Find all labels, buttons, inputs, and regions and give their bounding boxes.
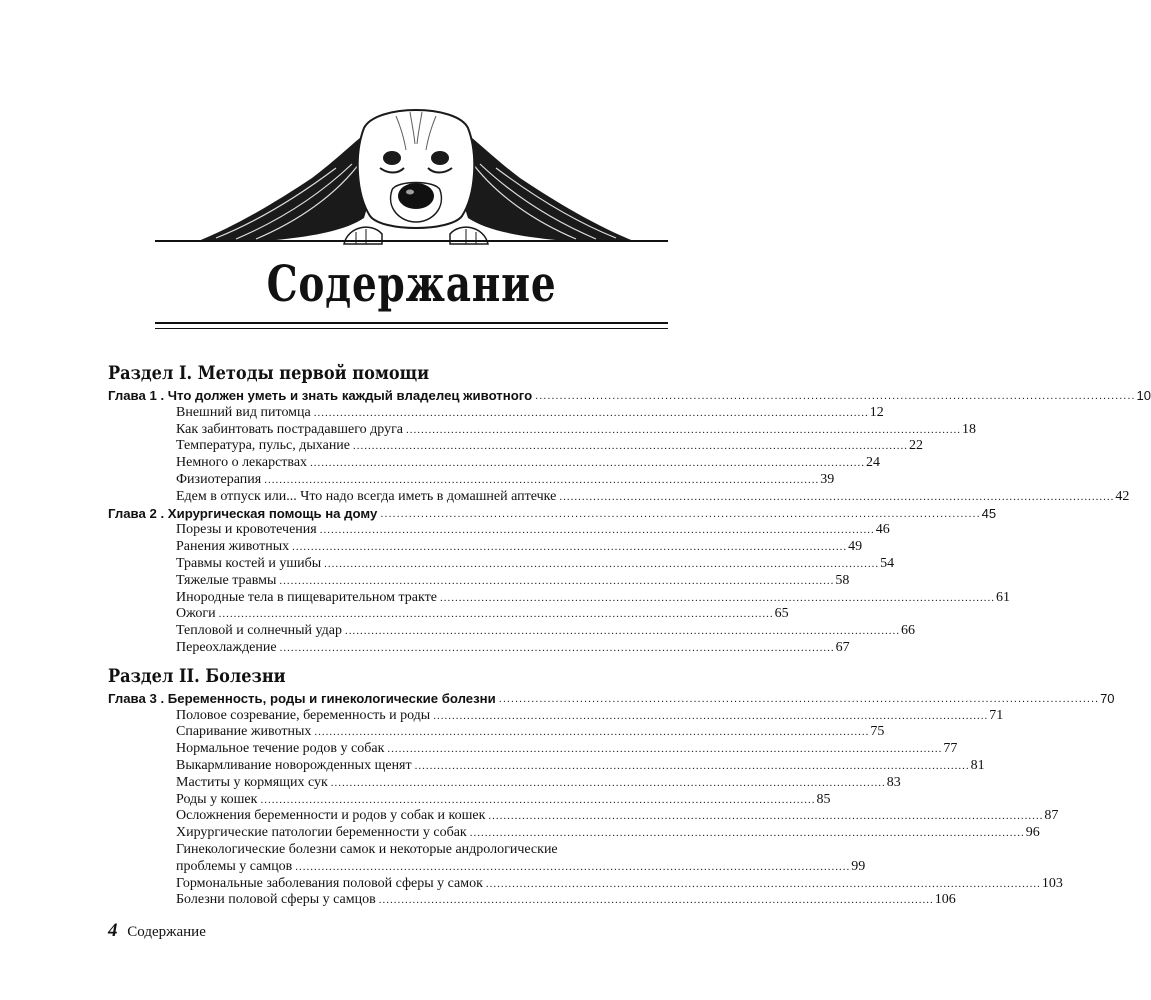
entry-title: Тепловой и солнечный удар: [176, 623, 342, 639]
entry-title: Спаривание животных: [176, 724, 312, 740]
toc-entry[interactable]: [108, 488, 1130, 506]
page-number: 85: [816, 791, 831, 807]
toc-chapter-entry[interactable]: [108, 388, 1151, 405]
toc-entry[interactable]: [108, 421, 977, 439]
entry-title: Ожоги: [176, 606, 216, 622]
toc-entry[interactable]: [108, 471, 835, 489]
page-number: 22: [909, 438, 924, 454]
leader-dots: ....................................................................................................................................................: [433, 709, 989, 722]
leader-dots: ....................................................................................................................................................: [313, 406, 869, 419]
entry-title: Нормальное течение родов у собак: [176, 741, 385, 757]
page-number: 83: [886, 774, 901, 790]
toc-entry[interactable]: [108, 757, 985, 775]
page-number: 75: [870, 724, 885, 740]
leader-dots: ....................................................................................................................................................: [330, 776, 886, 789]
page-number: 42: [1115, 488, 1130, 504]
page-number: 18: [962, 421, 977, 437]
leader-dots: ....................................................................................................................................................: [353, 440, 909, 453]
page-number: 12: [869, 404, 884, 420]
page-number: 46: [875, 522, 890, 538]
leader-dots: ....................................................................................................................................................: [260, 793, 816, 806]
toc-entry[interactable]: [108, 522, 890, 539]
toc-entry[interactable]: [108, 438, 924, 455]
page-number: 61: [995, 589, 1010, 605]
page-number: 49: [848, 539, 863, 555]
toc-entry[interactable]: [108, 774, 901, 792]
page-number: 71: [989, 707, 1004, 723]
footer-page-number: 4: [108, 920, 118, 941]
toc-entry[interactable]: [108, 572, 850, 590]
entry-title: Порезы и кровотечения: [176, 522, 317, 538]
page-number: 106: [934, 892, 956, 908]
chapter-title: Глава 3 . Беременность, роды и гинекологические болезни: [108, 690, 496, 706]
page-number: 45: [981, 505, 997, 521]
toc-chapter-entry[interactable]: [108, 505, 997, 523]
footer-label: Содержание: [127, 924, 206, 940]
entry-title: Выкармливание новорожденных щенят: [176, 757, 412, 773]
entry-title: Едем в отпуск или... Что надо всегда иметь в домашней аптечке: [176, 488, 557, 504]
leader-dots: ....................................................................................................................................................: [279, 574, 835, 587]
entry-title-line2: проблемы у самцов: [176, 858, 293, 874]
entry-title: Ранения животных: [176, 539, 290, 555]
page-number: 103: [1041, 875, 1063, 891]
heading-bottom-rule-thin: [155, 328, 668, 329]
toc-entry[interactable]: [108, 724, 885, 741]
leader-dots: ....................................................................................................................................................: [485, 877, 1041, 890]
entry-title: Болезни половой сферы у самцов: [176, 892, 376, 908]
entry-title: Переохлаждение: [176, 639, 277, 655]
leader-dots: ....................................................................................................................................................: [439, 591, 995, 604]
toc-entry[interactable]: [108, 606, 789, 623]
leader-dots: ....................................................................................................................................................: [378, 894, 934, 907]
leader-dots: ....................................................................................................................................................: [535, 390, 1136, 402]
leader-dots: ....................................................................................................................................................: [295, 860, 851, 873]
toc-entry[interactable]: [108, 539, 863, 556]
page-number: 77: [943, 741, 958, 757]
nose: [398, 183, 434, 209]
chapter-title: Глава 2 . Хирургическая помощь на дому: [108, 505, 378, 521]
entry-title-line1: Гинекологические болезни самок и некоторые андрологические: [176, 841, 558, 857]
leader-dots: ....................................................................................................................................................: [264, 473, 820, 486]
entry-title: Роды у кошек: [176, 791, 258, 807]
page-number: 24: [866, 455, 881, 471]
heading-bottom-rule: [155, 322, 668, 324]
page-number: 65: [774, 606, 789, 622]
page-number: 87: [1044, 808, 1059, 824]
page-number: 81: [970, 757, 985, 773]
toc-entry-multiline[interactable]: [108, 841, 866, 876]
leader-dots: ....................................................................................................................................................: [279, 641, 835, 654]
entry-title: Гормональные заболевания половой сферы у самок: [176, 875, 483, 891]
toc-entry[interactable]: [108, 741, 958, 758]
leader-dots: ....................................................................................................................................................: [559, 490, 1115, 503]
section-title: Раздел II. Болезни: [108, 664, 286, 687]
entry-title: Половое созревание, беременность и роды: [176, 707, 431, 723]
table-of-contents: [108, 358, 1151, 909]
entry-title: Маститы у кормящих сук: [176, 774, 328, 790]
toc-entry[interactable]: [108, 589, 1010, 607]
entry-title: Осложнения беременности и родов у собак и кошек: [176, 808, 486, 824]
section-title: Раздел I. Методы первой помощи: [108, 362, 430, 384]
toc-entry[interactable]: [108, 707, 1004, 725]
page-number: 99: [851, 858, 866, 874]
leader-dots: ....................................................................................................................................................: [218, 608, 774, 621]
entry-title: Немного о лекарствах: [176, 455, 308, 471]
leader-dots: ....................................................................................................................................................: [310, 457, 866, 470]
page-number: 67: [835, 639, 850, 655]
page-number: 10: [1136, 388, 1151, 403]
entry-title: Температура, пульс, дыхание: [176, 438, 351, 454]
toc-entry[interactable]: [108, 404, 884, 422]
toc-entry[interactable]: [108, 892, 956, 909]
leader-dots: ....................................................................................................................................................: [469, 827, 1025, 840]
entry-title: Как забинтовать пострадавшего друга: [176, 421, 404, 437]
leader-dots: ....................................................................................................................................................: [344, 625, 900, 638]
leader-dots: ....................................................................................................................................................: [314, 726, 870, 739]
basset-hound-illustration: [196, 98, 636, 246]
entry-title: Инородные тела в пищеварительном тракте: [176, 589, 437, 605]
page-title: Содержание: [266, 254, 557, 313]
page-number: 66: [900, 623, 915, 639]
chapter-title: Глава 1 . Что должен уметь и знать каждый владелец животного: [108, 388, 533, 403]
toc-chapter-entry[interactable]: [108, 690, 1115, 708]
page-number: 54: [880, 555, 895, 571]
page-number: 96: [1025, 825, 1040, 841]
entry-title: Хирургические патологии беременности у собак: [176, 825, 467, 841]
leader-dots: ....................................................................................................................................................: [380, 507, 981, 520]
toc-entry[interactable]: [108, 555, 895, 573]
page-number: 39: [820, 471, 835, 487]
toc-entry[interactable]: [108, 639, 850, 657]
page-number: 58: [835, 572, 850, 588]
toc-entry[interactable]: [108, 623, 915, 640]
leader-dots: ....................................................................................................................................................: [292, 541, 848, 554]
leader-dots: ....................................................................................................................................................: [324, 557, 880, 570]
toc-entry[interactable]: [108, 455, 881, 472]
leader-dots: ....................................................................................................................................................: [414, 759, 970, 772]
toc-entry[interactable]: [108, 808, 1059, 825]
entry-title: Тяжелые травмы: [176, 572, 277, 588]
heading-top-rule: [155, 240, 668, 242]
toc-entry[interactable]: [108, 791, 831, 809]
leader-dots: ....................................................................................................................................................: [488, 810, 1044, 823]
left-eye: [383, 151, 401, 165]
page-footer: [108, 920, 206, 942]
leader-dots: ....................................................................................................................................................: [406, 423, 962, 436]
entry-title: Внешний вид питомца: [176, 404, 311, 420]
page-number: 70: [1100, 690, 1115, 706]
leader-dots: ....................................................................................................................................................: [498, 692, 1100, 705]
right-eye: [431, 151, 449, 165]
leader-dots: ....................................................................................................................................................: [387, 743, 943, 756]
leader-dots: ....................................................................................................................................................: [319, 524, 875, 537]
toc-entry[interactable]: [108, 825, 1040, 842]
toc-entry[interactable]: [108, 875, 1063, 893]
entry-title: Травмы костей и ушибы: [176, 555, 322, 571]
entry-title-line2-row: [176, 858, 866, 876]
entry-title: Физиотерапия: [176, 471, 262, 487]
